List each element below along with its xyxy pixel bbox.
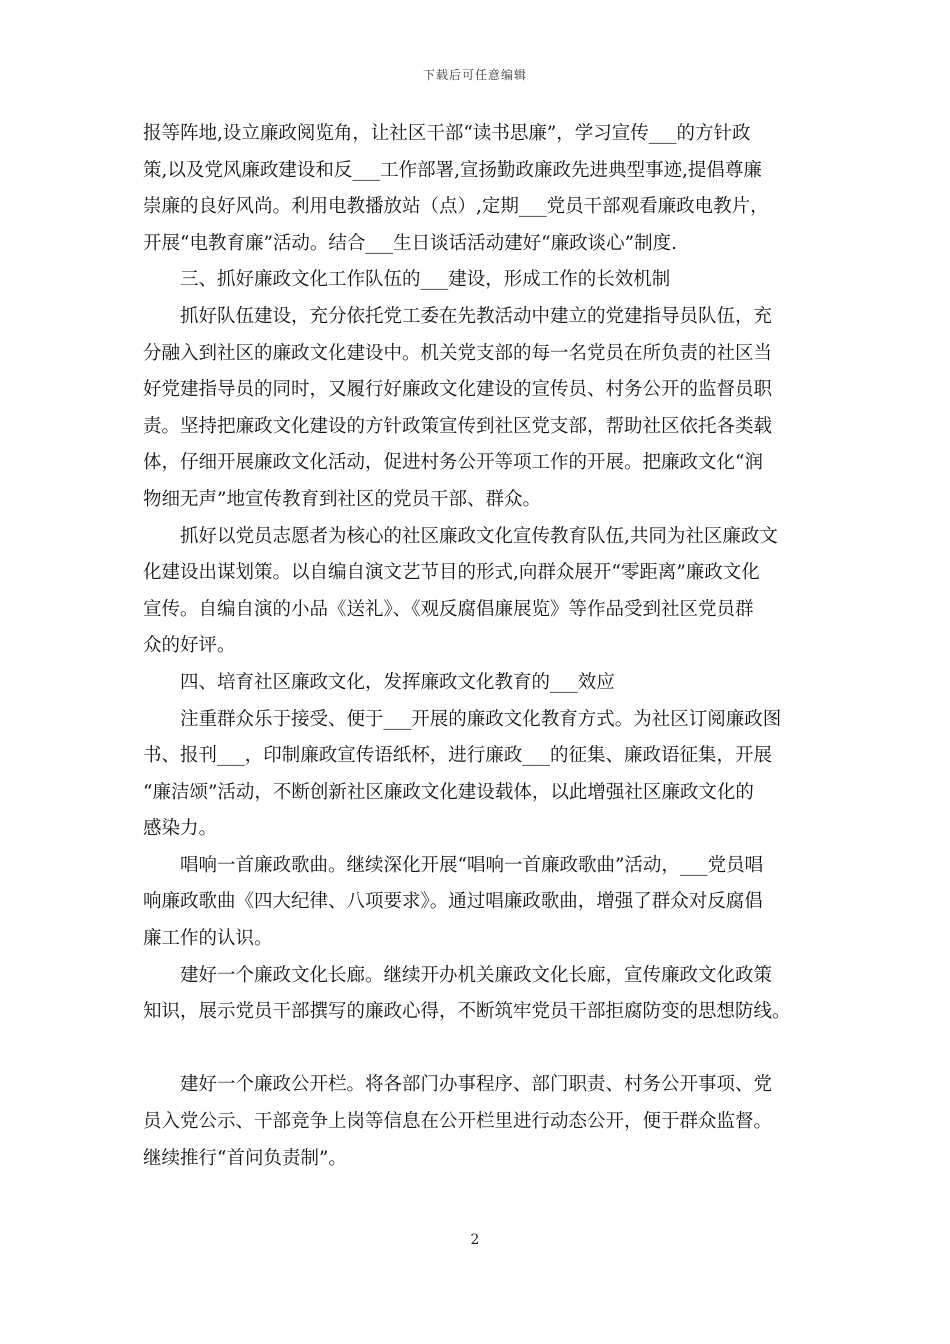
text-line: 宣传。自编自演的小品《送礼》、《观反腐倡廉展览》等作品受到社区党员群 bbox=[143, 598, 754, 620]
text-line: 责。坚持把廉政文化建设的方针政策宣传到社区党支部，帮助社区依托各类载 bbox=[143, 415, 773, 437]
text-line: 抓好以党员志愿者为核心的社区廉政文化宣传教育队伍,共同为社区廉政文 bbox=[143, 525, 778, 547]
text-line: “廉洁颂”活动，不断创新社区廉政文化建设载体，以此增强社区廉政文化的 bbox=[143, 781, 754, 803]
text-line: 知识，展示党员干部撰写的廉政心得，不断筑牢党员干部拒腐防变的思想防线。 bbox=[143, 1001, 791, 1023]
text-line: 响廉政歌曲《四大纪律、八项要求》。通过唱廉政歌曲，增强了群众对反腐倡 bbox=[143, 891, 763, 913]
text-line: 好党建指导员的同时，又履行好廉政文化建设的宣传员、村务公开的监督员职 bbox=[143, 379, 773, 401]
text-line: 廉工作的认识。 bbox=[143, 928, 273, 950]
text-line: 员入党公示、干部竞争上岗等信息在公开栏里进行动态公开，便于群众监督。 bbox=[143, 1111, 773, 1133]
page-number: 2 bbox=[470, 1232, 480, 1248]
text-line: 四、培育社区廉政文化，发挥廉政文化教育的___效应 bbox=[143, 671, 615, 693]
text-line: 体，仔细开展廉政文化活动，促进村务公开等项工作的开展。把廉政文化“润 bbox=[143, 452, 763, 474]
text-line: 建好一个廉政文化长廊。继续开办机关廉政文化长廊，宣传廉政文化政策 bbox=[143, 964, 773, 986]
text-line: 继续推行“首问负责制”。 bbox=[143, 1147, 347, 1169]
text-line: 崇廉的良好风尚。利用电教播放站（点）,定期___党员干部观看廉政电教片， bbox=[143, 196, 769, 218]
text-line: 注重群众乐于接受、便于___开展的廉政文化教育方式。为社区订阅廉政图 bbox=[143, 708, 782, 730]
text-line: 分融入到社区的廉政文化建设中。机关党支部的每一名党员在所负责的社区当 bbox=[143, 342, 773, 364]
text-line: 报等阵地,设立廉政阅览角，让社区干部“读书思廉”，学习宣传___的方针政 bbox=[143, 123, 751, 144]
text-line: 物细无声”地宣传教育到社区的党员干部、群众。 bbox=[143, 488, 541, 510]
text-line: 建好一个廉政公开栏。将各部门办事程序、部门职责、村务公开事项、党 bbox=[143, 1074, 773, 1096]
page-header: 下载后可任意编辑 bbox=[422, 68, 527, 82]
document-body bbox=[143, 116, 823, 1177]
text-line bbox=[143, 1031, 823, 1068]
text-line: 唱响一首廉政歌曲。继续深化开展“唱响一首廉政歌曲”活动，___党员唱 bbox=[143, 854, 764, 876]
text-line: 抓好队伍建设，充分依托党工委在先教活动中建立的党建指导员队伍，充 bbox=[143, 305, 773, 327]
text-line: 感染力。 bbox=[143, 818, 218, 840]
text-line: 化建设出谋划策。以自编自演文艺节目的形式,向群众展开“零距离”廉政文化 bbox=[143, 562, 760, 584]
text-line: 书、报刊___，印制廉政宣传语纸杯，进行廉政___的征集、廉政语征集，开展 bbox=[143, 745, 773, 767]
text-line: 三、抓好廉政文化工作队伍的___建设，形成工作的长效机制 bbox=[143, 269, 671, 291]
text-line: 众的好评。 bbox=[143, 635, 236, 657]
text-line: 开展“电教育廉”活动。结合___生日谈话活动建好“廉政谈心”制度. bbox=[143, 232, 677, 254]
text-line: 策,以及党风廉政建设和反___工作部署,宣扬勤政廉政先进典型事迹,提倡尊廉 bbox=[143, 159, 762, 181]
